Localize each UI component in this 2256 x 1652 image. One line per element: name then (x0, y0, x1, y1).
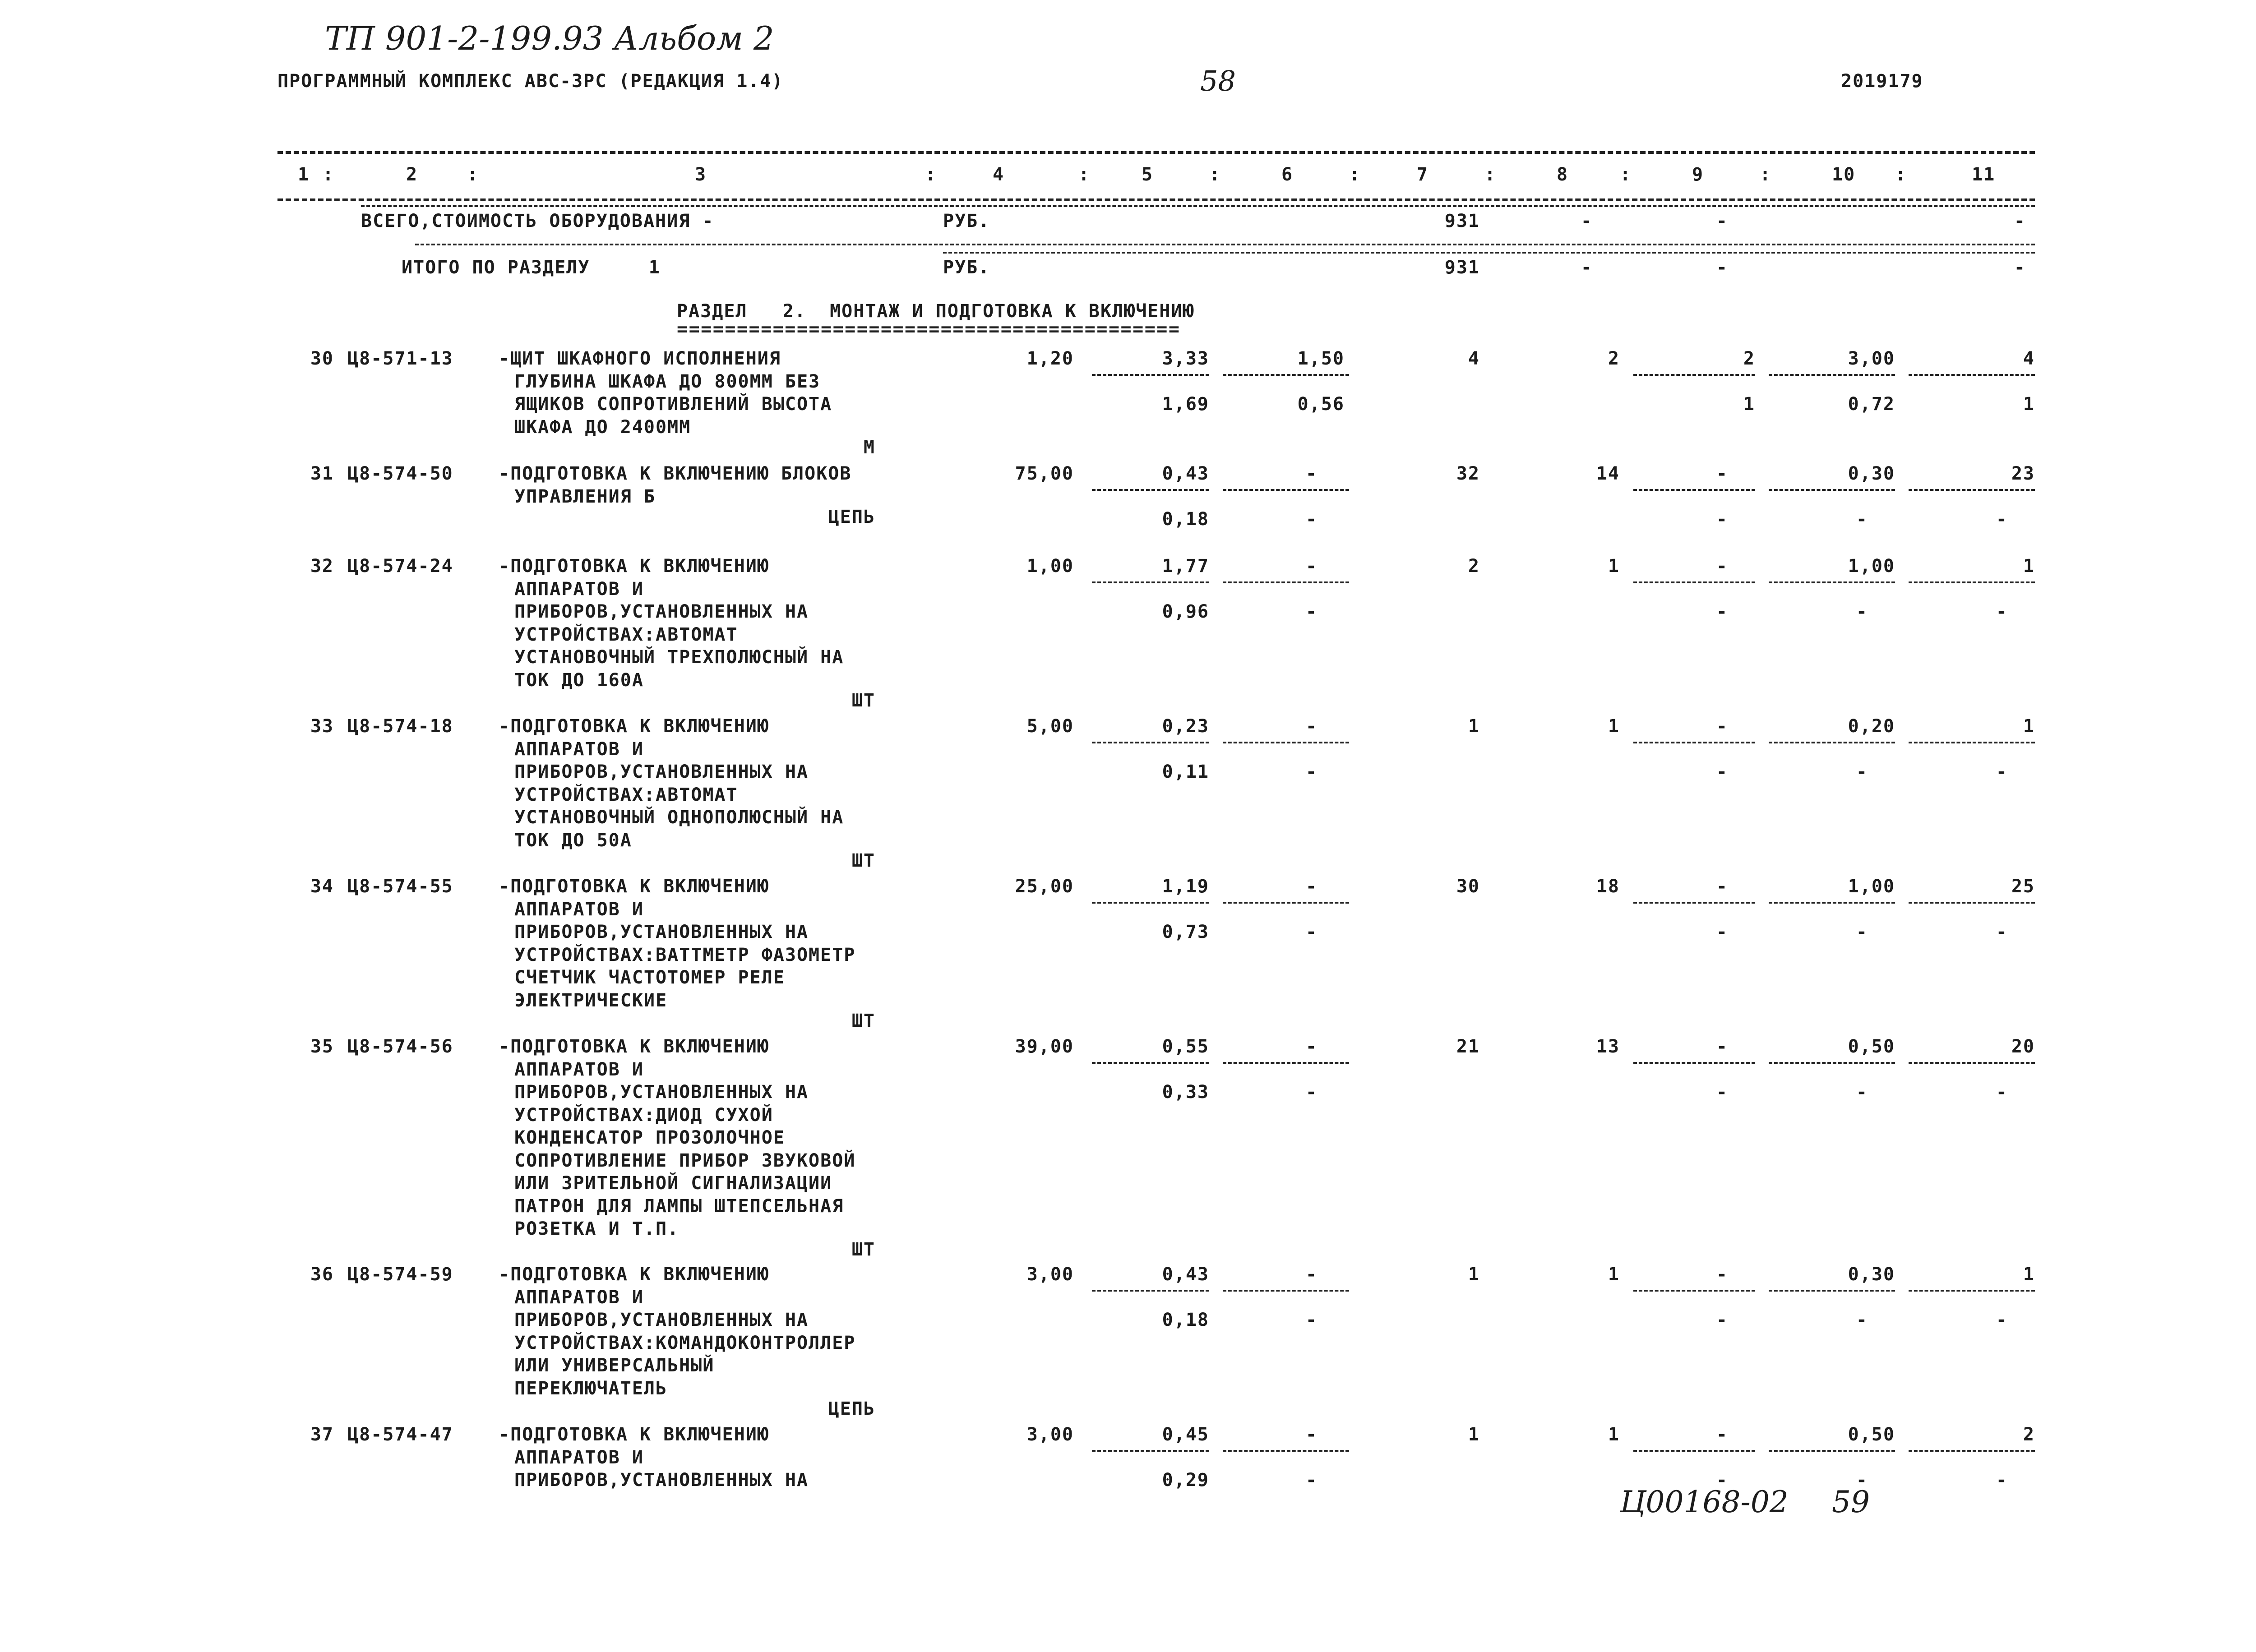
totals-col8: - (1581, 257, 1593, 278)
row-top-c11: 23 (2011, 463, 2035, 484)
row-description-line: УСТАНОВОЧНЫЙ ТРЕХПОЛЮСНЫЙ НА (514, 647, 844, 668)
row-top-c7: 30 (1456, 876, 1480, 897)
row-value-rule (1769, 742, 1895, 743)
totals-unit: РУБ. (943, 257, 990, 278)
column-header-9: 9 (1692, 164, 1704, 185)
column-separator: : (1620, 164, 1632, 185)
row-quantity: 1,00 (1026, 556, 1074, 577)
row-bottom-c10: - (1856, 922, 1868, 942)
row-top-c10: 0,50 (1848, 1424, 1895, 1445)
row-value-rule (1092, 1450, 1209, 1452)
row-bottom-c9: - (1716, 1470, 1728, 1490)
totals-label: ИТОГО ПО РАЗДЕЛУ 1 (402, 257, 661, 278)
row-top-c6: 1,50 (1297, 348, 1345, 369)
row-bottom-c11: - (1996, 1470, 2008, 1490)
handwritten-footer-code: Ц00168-02 (1620, 1485, 1789, 1519)
row-bottom-c6: - (1305, 922, 1318, 942)
column-separator: : (1349, 164, 1361, 185)
row-description-line: РОЗЕТКА И Т.П. (514, 1218, 680, 1239)
column-header-11: 11 (1972, 164, 1996, 185)
row-value-rule (1092, 1062, 1209, 1064)
row-code: Ц8-574-18 (347, 716, 453, 737)
row-top-c6: - (1305, 556, 1318, 577)
row-bottom-c11: - (1996, 1310, 2008, 1330)
row-top-c5: 0,55 (1162, 1036, 1209, 1057)
row-description-line: УСТРОЙСТВАХ:ДИОД СУХОЙ (514, 1104, 773, 1126)
row-number: 32 (310, 556, 334, 577)
column-header-8: 8 (1557, 164, 1569, 185)
row-unit: ЦЕПЬ (828, 1398, 875, 1419)
rule-under-header (277, 198, 2035, 201)
row-top-c6: - (1305, 1036, 1318, 1057)
row-description-line: ПРИБОРОВ,УСТАНОВЛЕННЫХ НА (514, 1470, 809, 1490)
row-bottom-c5: 1,69 (1162, 394, 1209, 415)
totals-col8: - (1581, 211, 1593, 231)
row-value-rule (1633, 581, 1755, 583)
column-header-1: 1 (298, 164, 310, 185)
row-top-c9: - (1716, 1036, 1728, 1057)
row-bottom-c6: 0,56 (1297, 394, 1345, 415)
row-description-line: УПРАВЛЕНИЯ Б (514, 486, 656, 507)
row-top-c11: 1 (2023, 556, 2035, 577)
row-value-rule (1633, 1450, 1755, 1452)
row-bottom-c10: - (1856, 1470, 1868, 1490)
row-bottom-c9: 1 (1743, 394, 1755, 415)
row-description-line: -ПОДГОТОВКА К ВКЛЮЧЕНИЮ (499, 1264, 769, 1285)
row-top-c10: 1,00 (1848, 556, 1895, 577)
row-value-rule (1909, 374, 2035, 376)
row-top-c6: - (1305, 1424, 1318, 1445)
row-description-line: ИЛИ УНИВЕРСАЛЬНЫЙ (514, 1355, 715, 1376)
row-top-c6: - (1305, 876, 1318, 897)
row-quantity: 25,00 (1015, 876, 1074, 897)
row-bottom-c6: - (1305, 601, 1318, 622)
column-separator: : (925, 164, 937, 185)
row-quantity: 5,00 (1026, 716, 1074, 737)
row-description-line: КОНДЕНСАТОР ПРОЗОЛОЧНОЕ (514, 1127, 785, 1148)
row-description-line: ЯЩИКОВ СОПРОТИВЛЕНИЙ ВЫСОТА (514, 394, 832, 415)
row-top-c5: 0,23 (1162, 716, 1209, 737)
row-value-rule (1909, 1450, 2035, 1452)
row-value-rule (1092, 489, 1209, 491)
program-header: ПРОГРАММНЫЙ КОМПЛЕКС АВС-ЗРС (РЕДАКЦИЯ 1.4) (277, 71, 784, 92)
column-separator: : (1078, 164, 1091, 185)
row-top-c9: - (1716, 716, 1728, 737)
row-description-line: УСТРОЙСТВАХ:АВТОМАТ (514, 784, 738, 805)
row-top-c9: - (1716, 463, 1728, 484)
row-top-c7: 1 (1468, 1424, 1480, 1445)
row-number: 30 (310, 348, 334, 369)
row-top-c8: 1 (1608, 716, 1620, 737)
row-value-rule (1909, 1062, 2035, 1064)
row-description-line: УСТАНОВОЧНЫЙ ОДНОПОЛЮСНЫЙ НА (514, 807, 844, 828)
row-bottom-c9: - (1716, 1082, 1728, 1103)
row-bottom-c11: 1 (2023, 394, 2035, 415)
row-top-c9: - (1716, 556, 1728, 577)
row-top-c5: 0,45 (1162, 1424, 1209, 1445)
row-number: 34 (310, 876, 334, 897)
row-bottom-c5: 0,18 (1162, 1310, 1209, 1330)
column-separator: : (1760, 164, 1772, 185)
row-code: Ц8-574-56 (347, 1036, 453, 1057)
row-description-line: ПЕРЕКЛЮЧАТЕЛЬ (514, 1378, 668, 1399)
row-description-line: ПАТРОН ДЛЯ ЛАМПЫ ШТЕПСЕЛЬНАЯ (514, 1195, 844, 1217)
row-number: 31 (310, 463, 334, 484)
row-description-line: АППАРАТОВ И (514, 899, 644, 920)
row-bottom-c9: - (1716, 761, 1728, 782)
row-bottom-c9: - (1716, 509, 1728, 530)
row-value-rule (1909, 742, 2035, 743)
row-bottom-c10: - (1856, 601, 1868, 622)
row-description-line: ЭЛЕКТРИЧЕСКИЕ (514, 990, 668, 1011)
row-description-line: -ЩИТ ШКАФНОГО ИСПОЛНЕНИЯ (499, 348, 781, 369)
row-bottom-c10: - (1856, 1082, 1868, 1103)
totals-col9: - (1716, 211, 1728, 231)
row-bottom-c6: - (1305, 1082, 1318, 1103)
row-description-line: -ПОДГОТОВКА К ВКЛЮЧЕНИЮ (499, 556, 769, 577)
totals-col7: 931 (1444, 257, 1480, 278)
row-description-line: ШКАФА ДО 2400ММ (514, 416, 691, 438)
row-description-line: АППАРАТОВ И (514, 578, 644, 600)
row-number: 36 (310, 1264, 334, 1285)
totals-separator (415, 244, 2035, 245)
row-top-c8: 1 (1608, 1264, 1620, 1285)
row-description-line: СОПРОТИВЛЕНИЕ ПРИБОР ЗВУКОВОЙ (514, 1150, 856, 1171)
row-top-c6: - (1305, 463, 1318, 484)
row-bottom-c5: 0,29 (1162, 1470, 1209, 1490)
row-bottom-c6: - (1305, 509, 1318, 530)
row-bottom-c6: - (1305, 761, 1318, 782)
handwritten-footer-page: 59 (1832, 1485, 1870, 1519)
column-header-5: 5 (1142, 164, 1154, 185)
row-top-c8: 1 (1608, 556, 1620, 577)
row-value-rule (1769, 374, 1895, 376)
row-top-c5: 3,33 (1162, 348, 1209, 369)
row-description-line: ТОК ДО 50А (514, 830, 632, 851)
row-value-rule (1909, 1290, 2035, 1292)
row-unit: ШТ (851, 850, 875, 871)
row-value-rule (1909, 489, 2035, 491)
row-top-c10: 0,30 (1848, 1264, 1895, 1285)
column-separator: : (1209, 164, 1221, 185)
rule-top (277, 151, 2035, 154)
row-value-rule (1633, 742, 1755, 743)
row-bottom-c10: - (1856, 761, 1868, 782)
row-top-c9: - (1716, 876, 1728, 897)
row-unit: М (863, 437, 875, 458)
row-bottom-c11: - (1996, 761, 2008, 782)
row-bottom-c10: - (1856, 509, 1868, 530)
row-top-c5: 1,19 (1162, 876, 1209, 897)
row-value-rule (1909, 581, 2035, 583)
row-description-line: ПРИБОРОВ,УСТАНОВЛЕННЫХ НА (514, 1082, 809, 1103)
row-value-rule (1769, 489, 1895, 491)
column-separator: : (323, 164, 335, 185)
row-value-rule (1769, 902, 1895, 904)
handwritten-album-ref: ТП 901-2-199.93 Альбом 2 (325, 19, 774, 57)
row-description-line: ТОК ДО 160А (514, 669, 644, 691)
row-value-rule (1092, 742, 1209, 743)
row-unit: ШТ (851, 690, 875, 711)
row-code: Ц8-574-47 (347, 1424, 453, 1445)
row-number: 35 (310, 1036, 334, 1057)
row-top-c11: 25 (2011, 876, 2035, 897)
totals-rule (361, 205, 2035, 207)
row-value-rule (1092, 1290, 1209, 1292)
row-top-c8: 14 (1596, 463, 1620, 484)
row-value-rule (1769, 1290, 1895, 1292)
row-description-line: АППАРАТОВ И (514, 1447, 644, 1468)
row-top-c7: 32 (1456, 463, 1480, 484)
row-top-c8: 1 (1608, 1424, 1620, 1445)
row-quantity: 39,00 (1015, 1036, 1074, 1057)
row-bottom-c11: - (1996, 509, 2008, 530)
row-description-line: СЧЕТЧИК ЧАСТОТОМЕР РЕЛЕ (514, 967, 785, 988)
row-description-line: -ПОДГОТОВКА К ВКЛЮЧЕНИЮ (499, 716, 769, 737)
page-number: 58 (1200, 65, 1236, 97)
column-header-10: 10 (1832, 164, 1856, 185)
row-top-c9: - (1716, 1424, 1728, 1445)
row-top-c9: - (1716, 1264, 1728, 1285)
row-top-c11: 4 (2023, 348, 2035, 369)
row-top-c7: 2 (1468, 556, 1480, 577)
row-bottom-c6: - (1305, 1470, 1318, 1490)
row-top-c10: 0,20 (1848, 716, 1895, 737)
row-top-c5: 0,43 (1162, 463, 1209, 484)
row-description-line: ПРИБОРОВ,УСТАНОВЛЕННЫХ НА (514, 922, 809, 942)
row-code: Ц8-574-55 (347, 876, 453, 897)
row-value-rule (1092, 581, 1209, 583)
row-bottom-c5: 0,96 (1162, 601, 1209, 622)
row-value-rule (1092, 374, 1209, 376)
row-code: Ц8-574-24 (347, 556, 453, 577)
row-top-c7: 1 (1468, 716, 1480, 737)
row-unit: ШТ (851, 1239, 875, 1260)
row-top-c11: 2 (2023, 1424, 2035, 1445)
totals-col7: 931 (1444, 211, 1480, 231)
row-value-rule (1223, 902, 1349, 904)
column-header-7: 7 (1417, 164, 1429, 185)
row-code: Ц8-574-59 (347, 1264, 453, 1285)
row-top-c5: 1,77 (1162, 556, 1209, 577)
row-description-line: ПРИБОРОВ,УСТАНОВЛЕННЫХ НА (514, 601, 809, 622)
row-unit: ШТ (851, 1011, 875, 1031)
row-value-rule (1769, 1062, 1895, 1064)
row-bottom-c6: - (1305, 1310, 1318, 1330)
row-description-line: УСТРОЙСТВАХ:КОМАНДОКОНТРОЛЛЕР (514, 1332, 856, 1353)
column-header-2: 2 (406, 164, 418, 185)
doc-number: 2019179 (1841, 71, 1923, 92)
column-separator: : (1484, 164, 1497, 185)
totals-col11: - (2014, 257, 2026, 278)
row-top-c11: 20 (2011, 1036, 2035, 1057)
row-top-c10: 0,30 (1848, 463, 1895, 484)
row-value-rule (1223, 1062, 1349, 1064)
row-top-c5: 0,43 (1162, 1264, 1209, 1285)
row-bottom-c10: - (1856, 1310, 1868, 1330)
row-value-rule (1092, 902, 1209, 904)
row-value-rule (1633, 902, 1755, 904)
totals-col9: - (1716, 257, 1728, 278)
row-top-c6: - (1305, 1264, 1318, 1285)
row-quantity: 3,00 (1026, 1264, 1074, 1285)
row-description-line: ИЛИ ЗРИТЕЛЬНОЙ СИГНАЛИЗАЦИИ (514, 1173, 832, 1194)
row-top-c7: 1 (1468, 1264, 1480, 1285)
section-underline: ========================================== (677, 319, 1181, 340)
row-code: Ц8-571-13 (347, 348, 453, 369)
row-bottom-c5: 0,33 (1162, 1082, 1209, 1103)
totals-label: ВСЕГО,СТОИМОСТЬ ОБОРУДОВАНИЯ - (361, 211, 714, 231)
row-top-c7: 21 (1456, 1036, 1480, 1057)
row-quantity: 3,00 (1026, 1424, 1074, 1445)
row-description-line: УСТРОЙСТВАХ:АВТОМАТ (514, 624, 738, 645)
column-header-3: 3 (695, 164, 707, 185)
section-title: РАЗДЕЛ 2. МОНТАЖ И ПОДГОТОВКА К ВКЛЮЧЕНИЮ (677, 301, 1195, 322)
row-value-rule (1223, 742, 1349, 743)
row-number: 37 (310, 1424, 334, 1445)
row-description-line: ГЛУБИНА ШКАФА ДО 800ММ БЕЗ (514, 371, 821, 392)
row-top-c8: 2 (1608, 348, 1620, 369)
row-top-c6: - (1305, 716, 1318, 737)
totals-unit: РУБ. (943, 211, 990, 231)
column-header-6: 6 (1281, 164, 1294, 185)
row-description-line: -ПОДГОТОВКА К ВКЛЮЧЕНИЮ БЛОКОВ (499, 463, 852, 484)
row-quantity: 1,20 (1026, 348, 1074, 369)
row-top-c11: 1 (2023, 716, 2035, 737)
row-value-rule (1633, 1290, 1755, 1292)
row-value-rule (1633, 489, 1755, 491)
row-value-rule (1909, 902, 2035, 904)
row-value-rule (1633, 1062, 1755, 1064)
row-value-rule (1223, 489, 1349, 491)
row-top-c8: 13 (1596, 1036, 1620, 1057)
row-value-rule (1223, 374, 1349, 376)
row-bottom-c5: 0,11 (1162, 761, 1209, 782)
row-top-c10: 0,50 (1848, 1036, 1895, 1057)
row-value-rule (1769, 1450, 1895, 1452)
row-top-c11: 1 (2023, 1264, 2035, 1285)
row-description-line: -ПОДГОТОВКА К ВКЛЮЧЕНИЮ (499, 1424, 769, 1445)
row-top-c10: 3,00 (1848, 348, 1895, 369)
row-description-line: ПРИБОРОВ,УСТАНОВЛЕННЫХ НА (514, 1310, 809, 1330)
row-unit: ЦЕПЬ (828, 507, 875, 527)
row-top-c7: 4 (1468, 348, 1480, 369)
row-bottom-c10: 0,72 (1848, 394, 1895, 415)
column-separator: : (467, 164, 479, 185)
row-value-rule (1223, 1290, 1349, 1292)
row-top-c9: 2 (1743, 348, 1755, 369)
row-description-line: ПРИБОРОВ,УСТАНОВЛЕННЫХ НА (514, 761, 809, 782)
row-bottom-c11: - (1996, 922, 2008, 942)
row-top-c10: 1,00 (1848, 876, 1895, 897)
row-bottom-c9: - (1716, 601, 1728, 622)
row-bottom-c9: - (1716, 922, 1728, 942)
row-top-c8: 18 (1596, 876, 1620, 897)
row-description-line: -ПОДГОТОВКА К ВКЛЮЧЕНИЮ (499, 876, 769, 897)
column-header-4: 4 (993, 164, 1005, 185)
row-code: Ц8-574-50 (347, 463, 453, 484)
row-quantity: 75,00 (1015, 463, 1074, 484)
row-bottom-c11: - (1996, 1082, 2008, 1103)
row-description-line: АППАРАТОВ И (514, 1287, 644, 1308)
row-value-rule (1223, 1450, 1349, 1452)
row-value-rule (1769, 581, 1895, 583)
row-description-line: УСТРОЙСТВАХ:ВАТТМЕТР ФАЗОМЕТР (514, 944, 856, 965)
column-separator: : (1895, 164, 1907, 185)
totals-rule (943, 252, 2035, 254)
row-bottom-c9: - (1716, 1310, 1728, 1330)
row-bottom-c5: 0,73 (1162, 922, 1209, 942)
row-value-rule (1633, 374, 1755, 376)
row-description-line: АППАРАТОВ И (514, 1059, 644, 1080)
row-description-line: -ПОДГОТОВКА К ВКЛЮЧЕНИЮ (499, 1036, 769, 1057)
row-bottom-c11: - (1996, 601, 2008, 622)
row-number: 33 (310, 716, 334, 737)
row-bottom-c5: 0,18 (1162, 509, 1209, 530)
row-value-rule (1223, 581, 1349, 583)
totals-col11: - (2014, 211, 2026, 231)
row-description-line: АППАРАТОВ И (514, 738, 644, 760)
